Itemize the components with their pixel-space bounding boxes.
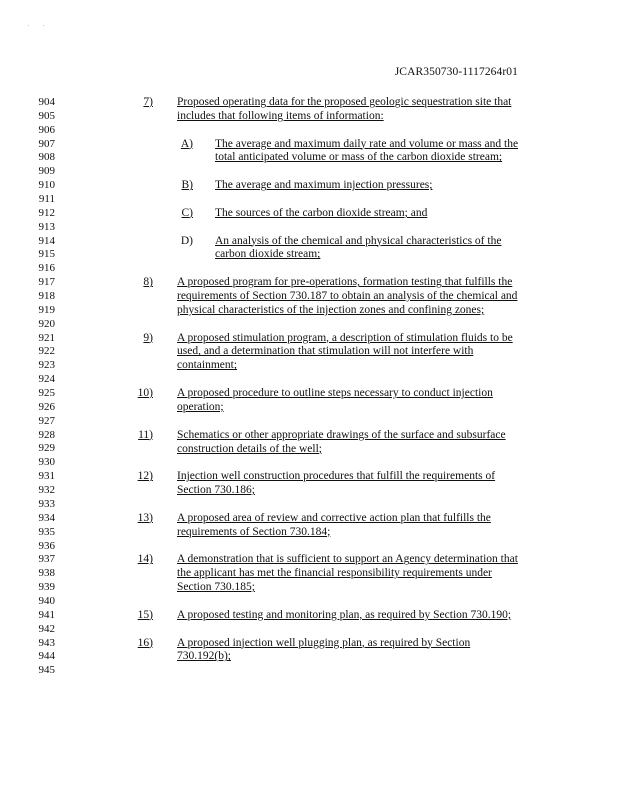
- line-number: 904: [38, 96, 55, 108]
- item-text-line: A proposed testing and monitoring plan, as required by Section 730.190;: [177, 608, 512, 621]
- item-text: [177, 332, 557, 374]
- item-text-line: The average and maximum injection pressures;: [215, 179, 433, 192]
- item-text-line: includes that following items of information:: [177, 109, 384, 122]
- line-number: 941: [38, 608, 55, 621]
- line-number: 927: [38, 414, 55, 427]
- line-number: 913: [38, 220, 55, 233]
- item-text-line: A proposed stimulation program, a description of stimulation fluids to be: [177, 331, 513, 344]
- item-text-line: construction details of the well;: [177, 442, 322, 455]
- item-text-line: A proposed program for pre-operations, formation testing that fulfills the: [177, 276, 513, 289]
- item-marker: 7): [143, 96, 153, 108]
- line-number: 929: [38, 442, 55, 455]
- line-number: 932: [38, 484, 55, 497]
- item-marker: 8): [143, 276, 153, 289]
- item-text-line: physical characteristics of the injection zones and confining zones;: [177, 303, 485, 316]
- item-marker: 14): [137, 553, 153, 566]
- line-number: 909: [38, 165, 55, 178]
- item-text: [177, 553, 557, 595]
- item-text: [177, 512, 557, 540]
- line-number: 906: [38, 123, 55, 136]
- line-number: 908: [38, 151, 55, 164]
- item-text-line: requirements of Section 730.187 to obtain an analysis of the chemical and: [177, 290, 518, 303]
- item-marker: 15): [137, 608, 153, 621]
- line-number: 905: [38, 109, 55, 122]
- line-number: 931: [38, 470, 55, 483]
- item-text-line: The sources of the carbon dioxide stream; and: [215, 206, 428, 219]
- line-number: 916: [38, 262, 55, 275]
- item-text-line: An analysis of the chemical and physical characteristics of the: [215, 234, 502, 247]
- line-number: 912: [38, 206, 55, 219]
- item-text: [177, 470, 557, 498]
- line-number: 935: [38, 525, 55, 538]
- line-number: 940: [38, 594, 55, 607]
- line-number: 933: [38, 497, 55, 510]
- line-number: 942: [38, 622, 55, 635]
- item-text-line: A proposed procedure to outline steps necessary to conduct injection: [177, 387, 493, 400]
- item-text-line: operation;: [177, 400, 224, 413]
- item-marker: 16): [137, 636, 153, 649]
- item-marker: 13): [137, 511, 153, 524]
- item-text-line: containment;: [177, 359, 238, 372]
- item-text: [177, 387, 557, 415]
- line-number: 917: [38, 276, 55, 289]
- line-number: 944: [38, 650, 55, 663]
- item-text-line: 730.192(b);: [177, 650, 231, 663]
- line-number: 937: [38, 553, 55, 566]
- item-marker: A): [180, 137, 193, 150]
- line-number: 936: [38, 539, 55, 552]
- item-text-line: A proposed area of review and corrective action plan that fulfills the: [177, 511, 491, 524]
- line-number: 915: [38, 248, 55, 261]
- line-number: 907: [38, 137, 55, 150]
- line-number: 921: [38, 331, 55, 344]
- item-text: [215, 207, 555, 221]
- item-text-line: A demonstration that is sufficient to support an Agency determination that: [177, 553, 518, 566]
- line-number: 938: [38, 567, 55, 580]
- item-text-line: requirements of Section 730.184;: [177, 525, 331, 538]
- line-number: 925: [38, 387, 55, 400]
- item-marker: 9): [143, 331, 153, 344]
- line-number-column: [33, 96, 55, 678]
- item-marker: 10): [137, 387, 153, 400]
- line-number: 918: [38, 290, 55, 303]
- line-number: 923: [38, 359, 55, 372]
- line-number: 922: [38, 345, 55, 358]
- item-marker: 11): [138, 428, 153, 441]
- item-text: [215, 235, 555, 263]
- item-marker: 12): [137, 470, 153, 483]
- item-text-line: Proposed operating data for the proposed geologic sequestration site that: [177, 96, 512, 108]
- item-marker: D): [180, 234, 193, 247]
- item-text-line: total anticipated volume or mass of the carbon dioxide stream;: [215, 151, 503, 164]
- line-number: 934: [38, 511, 55, 524]
- line-number: 919: [38, 303, 55, 316]
- item-text-line: Section 730.185;: [177, 581, 255, 594]
- scan-specks: . .: [28, 22, 51, 28]
- item-marker: B): [181, 179, 193, 192]
- item-text: [177, 96, 557, 124]
- line-number: 939: [38, 581, 55, 594]
- line-number: 911: [38, 193, 55, 206]
- line-number: 945: [38, 664, 55, 677]
- item-marker: C): [181, 206, 193, 219]
- line-number: 928: [38, 428, 55, 441]
- line-number: 910: [38, 179, 55, 192]
- item-text-line: carbon dioxide stream;: [215, 248, 321, 261]
- line-number: 943: [38, 636, 55, 649]
- line-number: 926: [38, 400, 55, 413]
- item-text: [177, 637, 557, 665]
- line-number: 930: [38, 456, 55, 469]
- item-text-line: Schematics or other appropriate drawings of the surface and subsurface: [177, 428, 506, 441]
- item-text-line: The average and maximum daily rate and volume or mass and the: [215, 137, 519, 150]
- document-id: JCAR350730-1117264r01: [394, 66, 518, 78]
- line-number: 924: [38, 373, 55, 386]
- item-text-line: used, and a determination that stimulation will not interfere with: [177, 345, 474, 358]
- item-text: [215, 138, 555, 166]
- item-text-line: Section 730.186;: [177, 484, 255, 497]
- line-number: 914: [38, 234, 55, 247]
- item-text-line: Injection well construction procedures that fulfill the requirements of: [177, 470, 496, 483]
- item-text-line: A proposed injection well plugging plan, as required by Section: [177, 636, 471, 649]
- item-text: [177, 609, 557, 623]
- item-text: [215, 179, 555, 193]
- line-number: 920: [38, 317, 55, 330]
- item-text: [177, 276, 557, 318]
- item-text: [177, 429, 557, 457]
- item-text-line: the applicant has met the financial responsibility requirements under: [177, 567, 492, 580]
